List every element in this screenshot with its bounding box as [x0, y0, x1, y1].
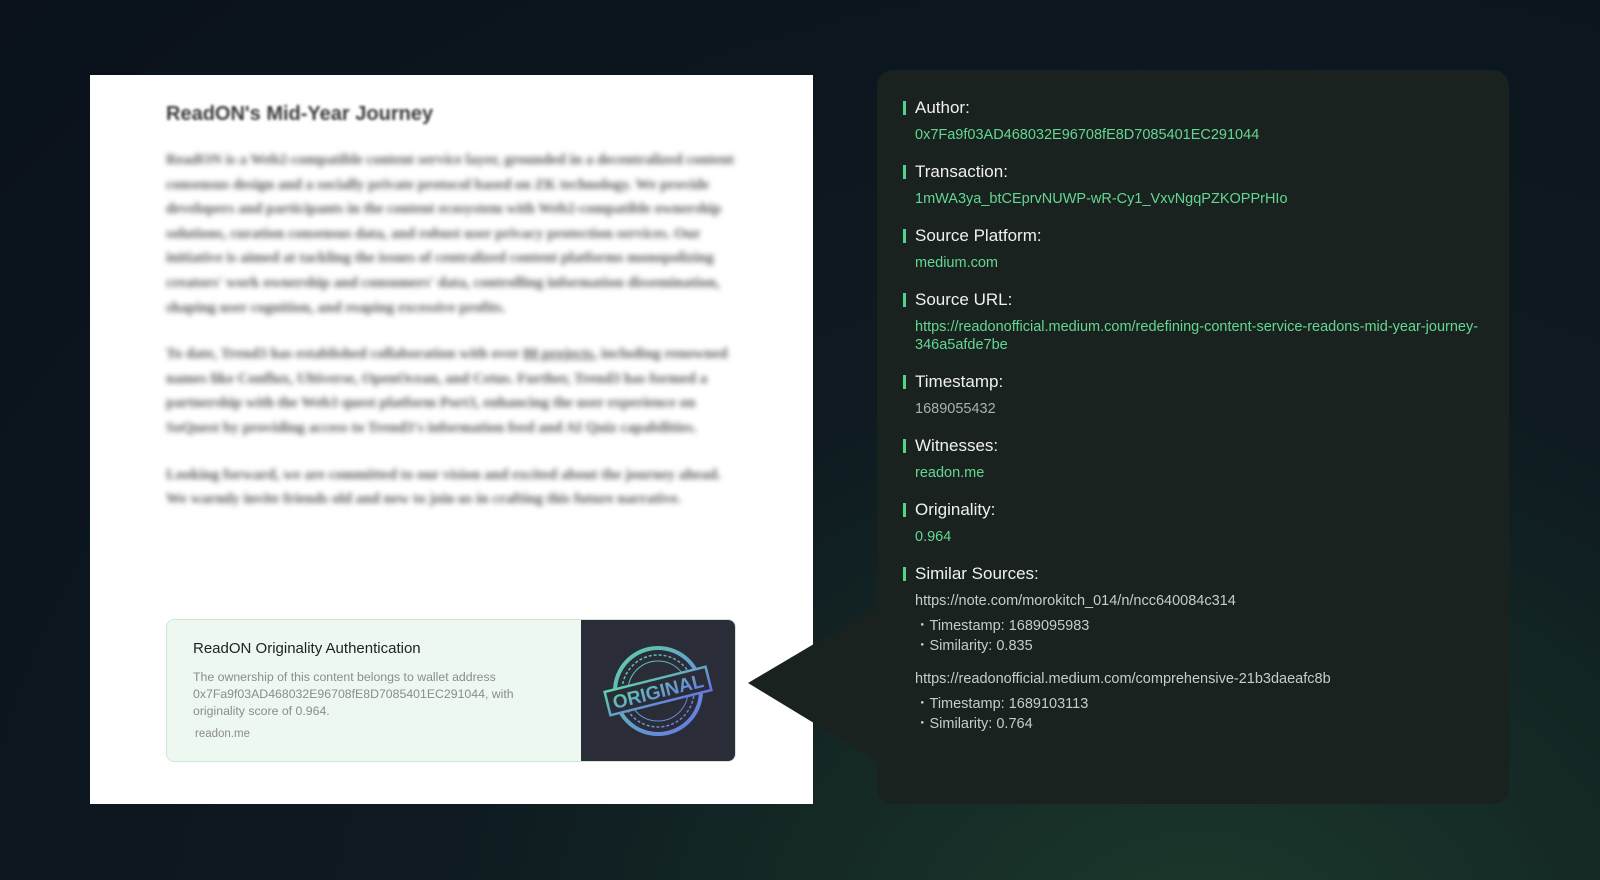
similar-source-item: [903, 670, 1483, 734]
originality-label: Originality:: [903, 500, 1483, 520]
author-field: [903, 98, 1483, 144]
similar-sources-field: [903, 564, 1483, 734]
article-title: ReadON's Mid-Year Journey: [166, 103, 434, 125]
originality-value: 0.964: [915, 529, 952, 545]
callout-pointer: [748, 600, 888, 770]
similar-source-similarity: ・Similarity: 0.835: [915, 638, 1033, 654]
badge-text: ORIGINAL: [610, 670, 706, 714]
timestamp-value: 1689055432: [915, 401, 996, 417]
article-paragraph-2-start: To date, Trend3 has established collaboration with over: [166, 346, 524, 363]
url-field: [903, 290, 1483, 354]
metadata-panel: [877, 70, 1509, 804]
transaction-label: Transaction:: [903, 162, 1483, 182]
url-label: Source URL:: [903, 290, 1483, 310]
article-paragraph-1: ReadON is a Web2-compatible content service layer, grounded in a decentralized content consensus design and a socially private protocol based on ZK technology. We provide developers and participants in the content ecosystem with Web2-compatible ownership solutions, curation consensus data, and robust user privacy protection services. Our initiative is aimed at tackling the issues of centralized content platforms monopolizing creators' work ownership and consumers' data, controlling information dissemination, shaping user cognition, and reaping excessive profits.: [166, 152, 735, 316]
platform-field: [903, 226, 1483, 272]
timestamp-label: Timestamp:: [903, 372, 1483, 392]
url-value[interactable]: https://readonofficial.medium.com/redefining-content-service-readons-mid-year-journey-346a5afde7be: [915, 319, 1479, 353]
originality-auth-card[interactable]: [166, 619, 736, 762]
witnesses-field: [903, 436, 1483, 482]
article-paragraph-2: [166, 342, 737, 440]
auth-text-block: [193, 640, 553, 740]
platform-value[interactable]: medium.com: [915, 255, 998, 271]
auth-description: The ownership of this content belongs to wallet address 0x7Fa9f03AD468032E96708fE8D7085401EC291044, with originality score of 0.964.: [193, 670, 514, 718]
similar-source-timestamp: ・Timestamp: 1689095983: [915, 618, 1090, 634]
similar-source-url[interactable]: https://note.com/morokitch_014/n/ncc640084c314: [915, 593, 1236, 609]
article-paragraph-2-end: , including renowned names like Conflux, Ultiverse, OpenOcean, and Cetus. Further, Trend3 has formed a partnership with the Web3 quest platform Port3, enhancing the user experience on SoQuest by providing access to Trend3's information feed and AI Quiz capabilities.: [166, 346, 728, 436]
similar-source-url[interactable]: https://readonofficial.medium.com/comprehensive-21b3daeafc8b: [915, 671, 1331, 687]
witnesses-label: Witnesses:: [903, 436, 1483, 456]
author-value[interactable]: 0x7Fa9f03AD468032E96708fE8D7085401EC291044: [915, 127, 1260, 143]
similar-source-timestamp: ・Timestamp: 1689103113: [915, 696, 1089, 712]
original-badge: [581, 620, 735, 761]
similar-source-item: [903, 592, 1483, 656]
transaction-value[interactable]: 1mWA3ya_btCEprvNUWP-wR-Cy1_VxvNgqPZKOPPrHIo: [915, 191, 1288, 207]
original-stamp-icon: [598, 641, 718, 741]
article-card: [90, 75, 813, 804]
originality-field: [903, 500, 1483, 546]
platform-label: Source Platform:: [903, 226, 1483, 246]
similar-source-similarity: ・Similarity: 0.764: [915, 716, 1033, 732]
transaction-field: [903, 162, 1483, 208]
article-paragraph-3: Looking forward, we are committed to our vision and excited about the journey ahead. We warmly invite friends old and new to join us in crafting this future narrative.: [166, 466, 721, 508]
witnesses-value[interactable]: readon.me: [915, 465, 985, 481]
projects-link[interactable]: 80 projects: [523, 346, 594, 363]
similar-sources-label: Similar Sources:: [903, 564, 1483, 584]
auth-site: readon.me: [195, 728, 250, 740]
author-label: Author:: [903, 98, 1483, 118]
timestamp-field: [903, 372, 1483, 418]
auth-title: ReadON Originality Authentication: [193, 640, 421, 657]
